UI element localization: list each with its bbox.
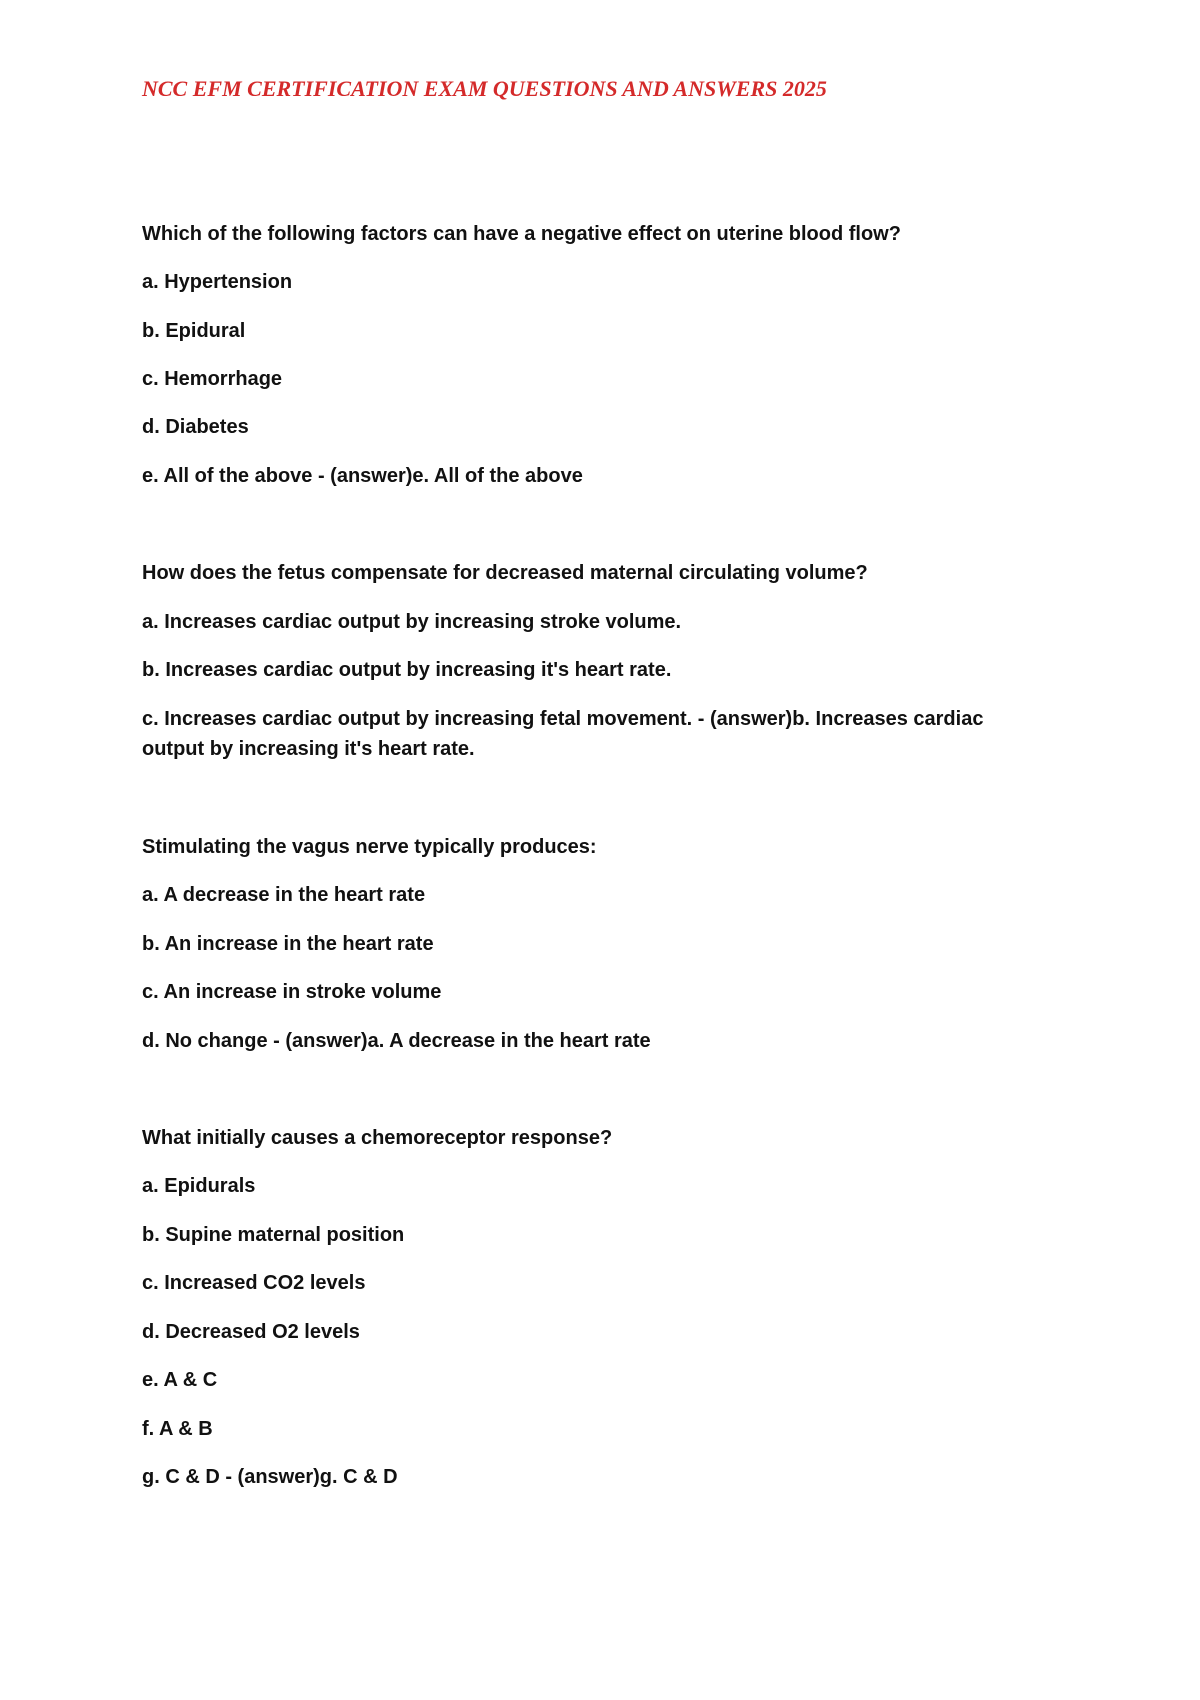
question-1-option-d: d. Diabetes — [142, 416, 249, 438]
question-2-option-b: b. Increases cardiac output by increasing it's heart rate. — [142, 659, 672, 681]
question-4-text: What initially causes a chemoreceptor response? — [142, 1127, 613, 1149]
question-1-option-b: b. Epidural — [142, 320, 246, 342]
question-1-option-e: e. All of the above - (answer)e. All of the above — [142, 465, 583, 487]
question-3-option-b: b. An increase in the heart rate — [142, 933, 434, 955]
question-1-text: Which of the following factors can have a negative effect on uterine blood flow? — [142, 223, 901, 245]
question-3-option-d: d. No change - (answer)a. A decrease in the heart rate — [142, 1030, 651, 1052]
document-title: NCC EFM CERTIFICATION EXAM QUESTIONS AND ANSWERS 2025 — [142, 76, 827, 101]
question-3-text: Stimulating the vagus nerve typically produces: — [142, 836, 597, 858]
question-4-option-a: a. Epidurals — [142, 1175, 256, 1197]
question-4-option-g: g. C & D - (answer)g. C & D — [142, 1466, 398, 1488]
question-1-option-c: c. Hemorrhage — [142, 368, 283, 390]
question-4-option-e: e. A & C — [142, 1369, 218, 1391]
question-2-option-c: c. Increases cardiac output by increasing fetal movement. - (answer)b. Increases cardiac output by increasing it's heart rate. — [142, 708, 984, 760]
question-2-text: How does the fetus compensate for decreased maternal circulating volume? — [142, 562, 868, 584]
question-4-option-f: f. A & B — [142, 1418, 213, 1440]
question-4-option-d: d. Decreased O2 levels — [142, 1321, 360, 1343]
question-2-option-a: a. Increases cardiac output by increasing stroke volume. — [142, 611, 682, 633]
question-4-option-b: b. Supine maternal position — [142, 1224, 405, 1246]
question-3-option-c: c. An increase in stroke volume — [142, 981, 442, 1003]
question-1-option-a: a. Hypertension — [142, 271, 293, 293]
question-4-option-c: c. Increased CO2 levels — [142, 1272, 366, 1294]
question-3-option-a: a. A decrease in the heart rate — [142, 884, 426, 906]
